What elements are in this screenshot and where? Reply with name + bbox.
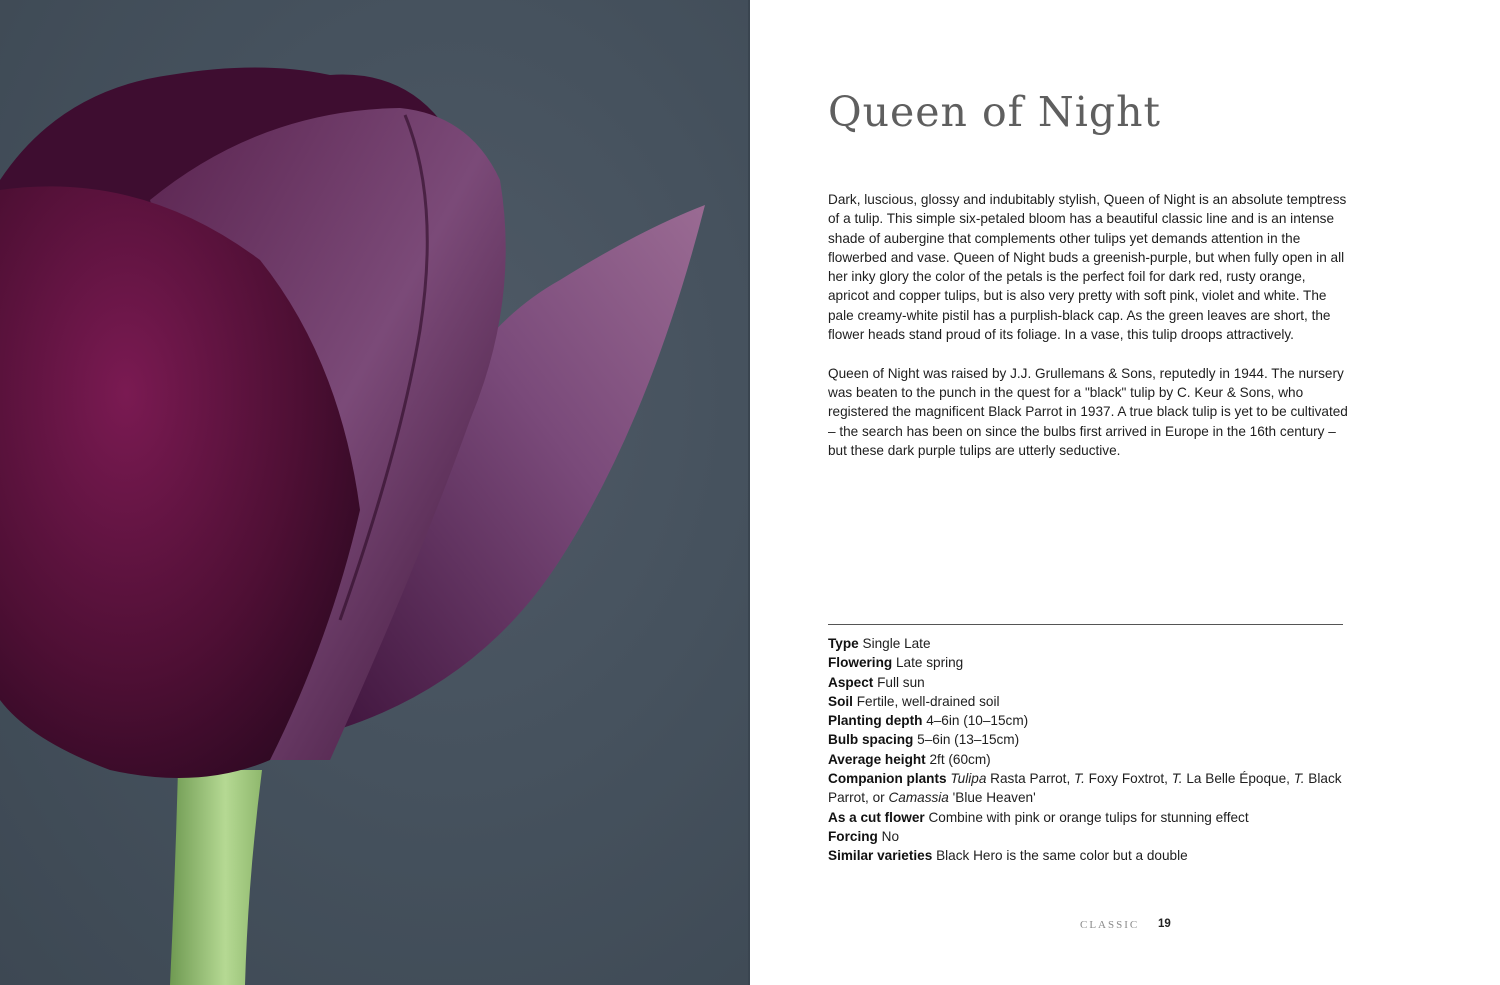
page-number: 19 bbox=[1158, 918, 1171, 930]
text-page bbox=[750, 0, 1500, 985]
spec-bulb-spacing: Bulb spacing 5–6in (13–15cm) bbox=[828, 732, 1020, 748]
spec-similar-varieties: Similar varieties Black Hero is the same color but a double bbox=[828, 848, 1188, 864]
spec-planting-depth: Planting depth 4–6in (10–15cm) bbox=[828, 713, 1029, 729]
spec-type: Type Single Late bbox=[828, 636, 931, 651]
paragraph-2: Queen of Night was raised by J.J. Grullemans & Sons, reputedly in 1944. The nursery was beaten to the punch in the quest for a "black" tulip by C. Keur & Sons, who registered the magnificent Black Parrot in 1937. A true black tulip is yet to be cultivated – the search has been on since the bulbs first arrived in Europe in the 16th century – but these dark purple tulips are utterly seductive. bbox=[828, 365, 1348, 458]
spec-average-height: Average height 2ft (60cm) bbox=[828, 751, 991, 767]
spec-forcing: Forcing No bbox=[828, 828, 900, 844]
page-title: Queen of Night bbox=[828, 88, 1161, 136]
spec-companion-plants: Companion plants Tulipa Rasta Parrot, T. Foxy Foxtrot, T. La Belle Époque, T. Black Parrot, or Camassia 'Blue Heaven' bbox=[828, 771, 1342, 806]
spec-flowering: Flowering Late spring bbox=[828, 655, 964, 671]
spec-aspect: Aspect Full sun bbox=[828, 674, 925, 690]
spec-cut-flower: As a cut flower Combine with pink or orange tulips for stunning effect bbox=[828, 809, 1249, 825]
spec-soil: Soil Fertile, well-drained soil bbox=[828, 693, 1000, 709]
section-label: CLASSIC bbox=[1080, 919, 1140, 931]
description bbox=[828, 190, 1348, 479]
divider bbox=[828, 624, 1343, 625]
paragraph-1: Dark, luscious, glossy and indubitably stylish, Queen of Night is an absolute temptress of a tulip. This simple six-petaled bloom has a beautiful classic line and is an intense shade of aubergine that complements other tulips yet demands attention in the flowerbed and vase. Queen of Night buds a greenish-purple, but when fully open in all her inky glory the color of the petals is the perfect foil for dark red, rusty orange, apricot and copper tulips, but is also very pretty with soft pink, violet and white. The pale creamy-white pistil has a purplish-black cap. As the green leaves are short, the flower heads stand proud of its foliage. In a vase, this tulip droops attractively. bbox=[828, 192, 1347, 343]
spec-list bbox=[828, 634, 1348, 866]
